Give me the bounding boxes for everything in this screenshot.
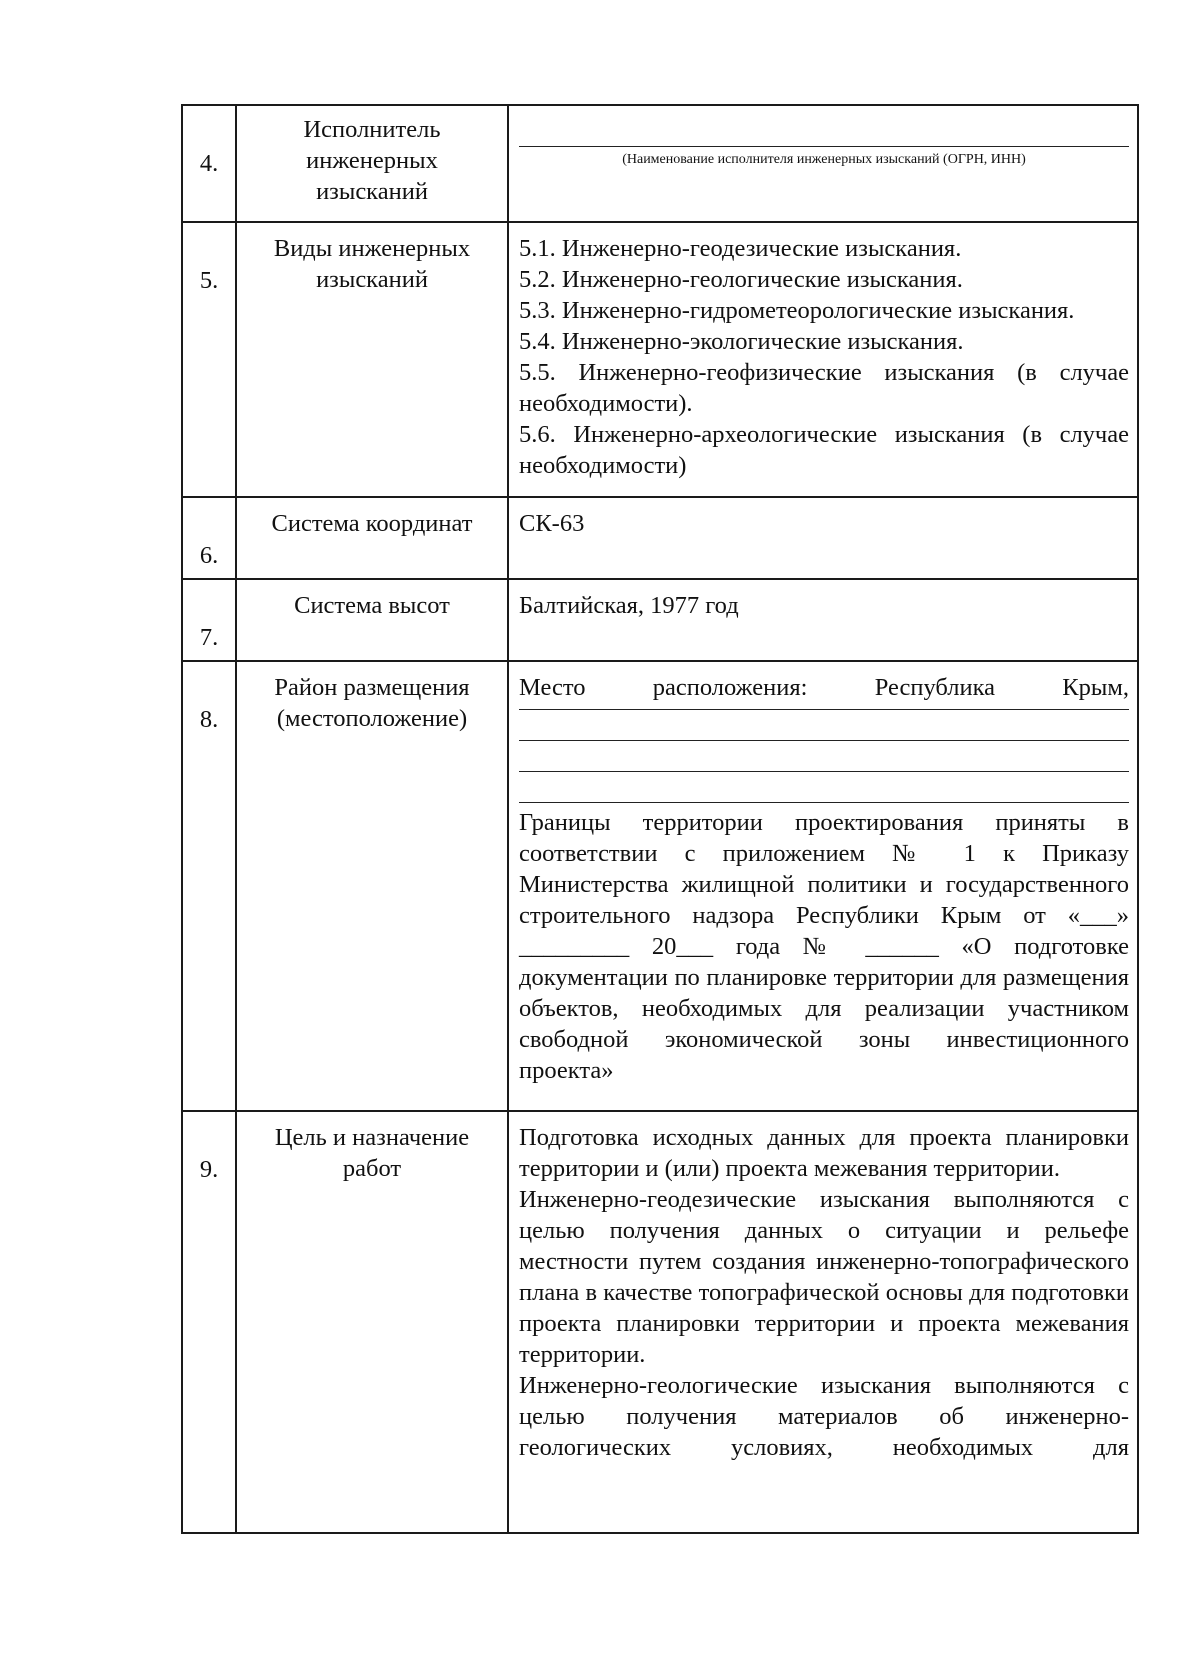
row-name-cell xyxy=(236,105,508,222)
list-item: 5.1. Инженерно-геодезические изыскания. xyxy=(519,235,962,262)
list-item: 5.6. Инженерно-археологические изыскания (в случае необходимости) xyxy=(519,421,1129,479)
row-name-cell xyxy=(236,661,508,1111)
row-name: Исполнитель инженерных изысканий xyxy=(303,116,441,205)
blank-line xyxy=(519,802,1129,803)
survey-types-list xyxy=(519,233,1129,481)
row-number-cell xyxy=(182,497,236,579)
purpose-paragraph: Подготовка исходных данных для проекта планировки территории и (или) проекта межевания территории. xyxy=(519,1124,1129,1182)
row-name-cell xyxy=(236,579,508,661)
list-item: 5.2. Инженерно-геологические изыскания. xyxy=(519,266,963,293)
row-number-cell xyxy=(182,105,236,222)
row-number-cell xyxy=(182,222,236,497)
row-name: Система высот xyxy=(294,592,450,619)
row-number-cell xyxy=(182,661,236,1111)
row-value-cell xyxy=(508,222,1138,497)
row-name-cell xyxy=(236,222,508,497)
table-row-6 xyxy=(182,497,1138,579)
row-name-cell xyxy=(236,497,508,579)
table-row-4 xyxy=(182,105,1138,222)
blank-line xyxy=(519,709,1129,710)
blank-line xyxy=(519,146,1129,147)
table-row-7 xyxy=(182,579,1138,661)
row-number: 7. xyxy=(199,624,219,651)
row-name-cell xyxy=(236,1111,508,1533)
row-value-cell xyxy=(508,579,1138,661)
row-value-cell xyxy=(508,661,1138,1111)
height-system-value: Балтийская, 1977 год xyxy=(519,592,739,619)
row-name: Система координат xyxy=(271,510,473,537)
row-number-cell xyxy=(182,579,236,661)
list-item: 5.5. Инженерно-геофизические изыскания (в случае необходимости). xyxy=(519,359,1129,417)
table-row-8 xyxy=(182,661,1138,1111)
table-row-5 xyxy=(182,222,1138,497)
blank-line xyxy=(519,771,1129,772)
table-row-9 xyxy=(182,1111,1138,1533)
requirements-table xyxy=(181,104,1139,1534)
coordinate-system-value: СК-63 xyxy=(519,510,585,537)
row-number: 4. xyxy=(199,150,219,177)
purpose-paragraph: Инженерно-геологические изыскания выполняются с целью получения материалов об инженерно-геологических условиях, необходимых для xyxy=(519,1372,1129,1461)
row-number: 9. xyxy=(199,1156,219,1183)
list-item: 5.3. Инженерно-гидрометеорологические изыскания. xyxy=(519,297,1075,324)
purpose-paragraph: Инженерно-геодезические изыскания выполняются с целью получения данных о ситуации и рельефе местности путем создания инженерно-топографического плана в качестве топографической основы для подготовки проекта планировки территории и проекта межевания территории. xyxy=(519,1186,1129,1368)
executor-caption: (Наименование исполнителя инженерных изысканий (ОГРН, ИНН) xyxy=(622,152,1026,167)
boundaries-text: Границы территории проектирования приняты в соответствии с приложением № 1 к Приказу Министерства жилищной политики и государственного строительного надзора Республики Крым от «___» _________ 20___ года № ______ «О подготовке документации по планировке территории для размещения объектов, необходимых для реализации участником свободной экономической зоны инвестиционного проекта» xyxy=(519,809,1129,1084)
row-number-cell xyxy=(182,1111,236,1533)
row-name: Район размещения (местоположение) xyxy=(274,674,470,732)
row-number: 5. xyxy=(199,267,219,294)
list-item: 5.4. Инженерно-экологические изыскания. xyxy=(519,328,964,355)
row-value-cell xyxy=(508,497,1138,579)
location-text: Место расположения: Республика Крым, xyxy=(519,674,1129,701)
row-value-cell xyxy=(508,1111,1138,1533)
row-value-cell xyxy=(508,105,1138,222)
row-number: 8. xyxy=(199,706,219,733)
blank-line xyxy=(519,740,1129,741)
row-name: Цель и назначение работ xyxy=(274,1124,470,1182)
row-name: Виды инженерных изысканий xyxy=(273,235,471,293)
row-number: 6. xyxy=(199,542,219,569)
